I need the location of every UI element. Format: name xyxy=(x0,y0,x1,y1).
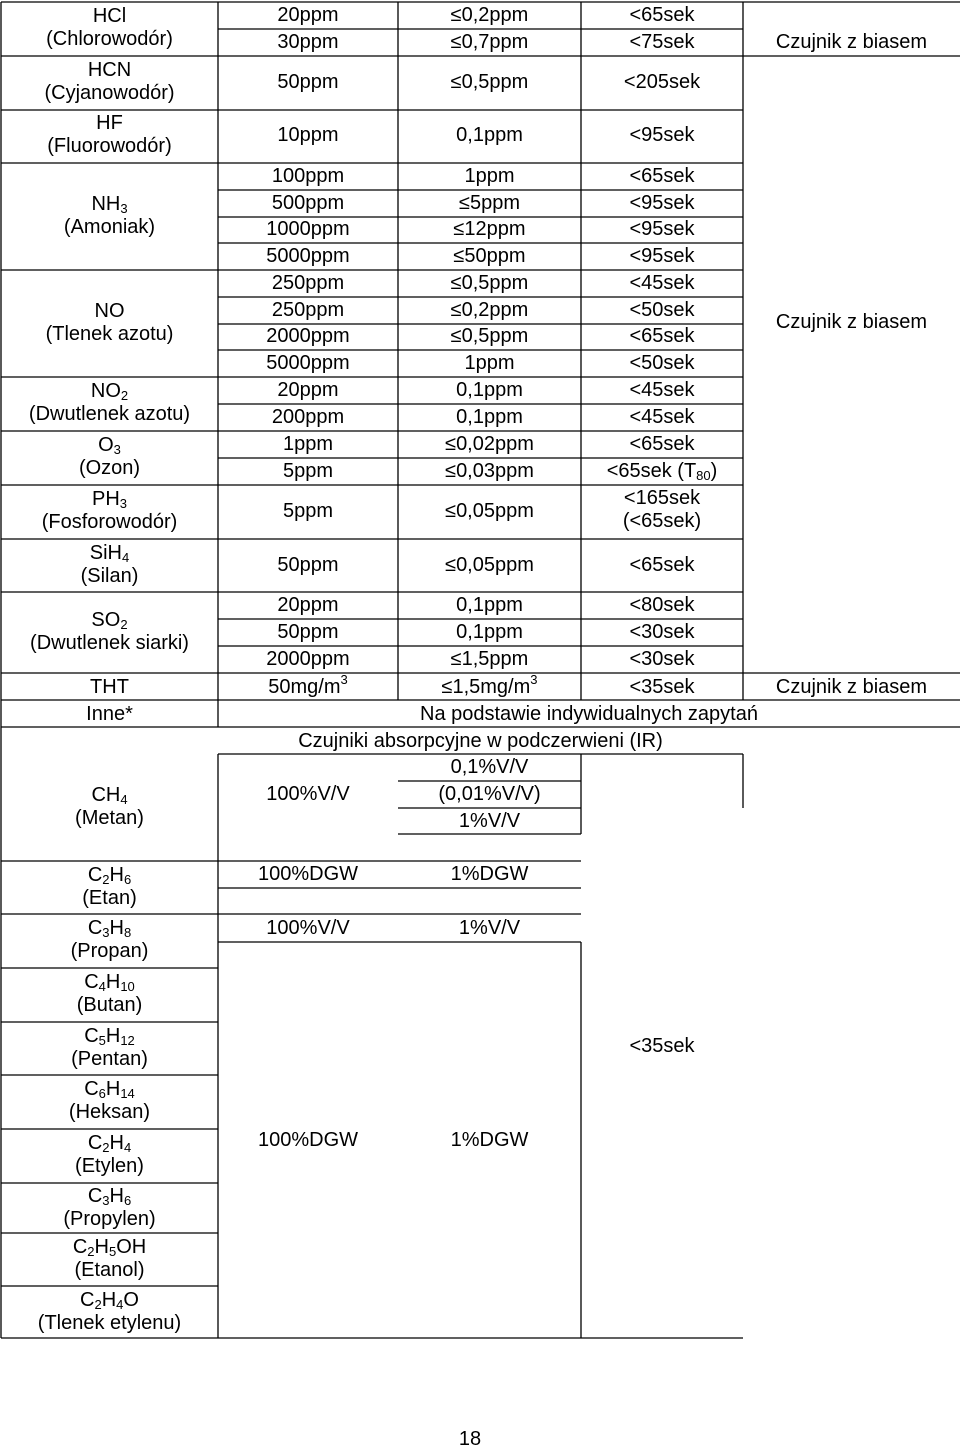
range-cell: 250ppm xyxy=(271,272,345,294)
resolution-cell: 1ppm xyxy=(464,352,515,374)
range-cell: 100%DGW xyxy=(257,1129,359,1151)
gas-c2h5oh: $C_2H_5OH$ (Etanol) xyxy=(72,1236,147,1281)
resolution-cell: 0,1%V/V xyxy=(450,756,529,778)
range-cell: 250ppm xyxy=(271,299,345,321)
response-time-cell: <80sek xyxy=(629,594,695,616)
other-note: Na podstawie indywidualnych zapytań xyxy=(420,703,758,725)
response-time-cell: <35sek xyxy=(629,676,695,698)
gas-sih4: SiH$_4$ (Silan) xyxy=(80,542,139,587)
range-cell: 2000ppm xyxy=(266,648,350,670)
gas-hcn: HCN (Cyjanowodór) xyxy=(44,59,175,104)
resolution-cell: 1%DGW xyxy=(450,863,529,885)
response-time-cell: <45sek xyxy=(629,272,695,294)
response-time-cell: <45sek xyxy=(629,379,695,401)
gas-c3h6: $C_3H_6$ (Propylen) xyxy=(63,1185,156,1230)
resolution-cell: ≤ $1,5mg/m^3$ xyxy=(398,676,581,699)
response-time-cell: <65sek xyxy=(629,554,695,576)
resolution-cell: ≤ 50ppm xyxy=(398,245,581,268)
range-cell: 100%DGW xyxy=(257,863,359,885)
resolution-cell: ≤ 0,2ppm xyxy=(398,299,581,322)
resolution-cell: 0,1ppm xyxy=(456,124,523,146)
gas-so2: $SO_2$ (Dwutlenek siarki) xyxy=(30,609,189,654)
resolution-cell: 1%V/V xyxy=(458,917,521,939)
sensor-note: Czujnik z biasem xyxy=(775,676,928,698)
resolution-cell: 0,1ppm xyxy=(456,594,523,616)
resolution-cell: ≤ 0,5ppm xyxy=(398,71,581,94)
range-cell: 20ppm xyxy=(277,4,339,26)
response-time-cell: <65sek xyxy=(629,433,695,455)
response-time-cell: <165sek (<65sek) xyxy=(622,487,702,532)
resolution-cell: 1%DGW xyxy=(450,1129,529,1151)
range-cell: 5ppm xyxy=(282,500,334,522)
range-cell: 5000ppm xyxy=(266,352,350,374)
range-cell: 2000ppm xyxy=(266,325,350,347)
gas-nh3: $NH_3$ (Amoniak) xyxy=(63,193,156,238)
range-cell: 1000ppm xyxy=(266,218,350,240)
resolution-cell: ≤ 0,7ppm xyxy=(398,31,581,54)
resolution-cell: ≤ 0,03ppm xyxy=(398,460,581,483)
gas-tht: THT xyxy=(90,676,129,698)
gas-c3h8: $C_3H_8$ (Propan) xyxy=(70,917,149,962)
resolution-cell: 0,1ppm xyxy=(456,621,523,643)
sensor-note: Czujnik z biasem xyxy=(775,311,928,333)
resolution-cell: ≤ 0,5ppm xyxy=(398,272,581,295)
range-cell: 30ppm xyxy=(277,31,339,53)
resolution-cell: ≤ 0,02ppm xyxy=(398,433,581,456)
resolution-cell: ≤ 5ppm xyxy=(398,192,581,215)
range-cell: 200ppm xyxy=(271,406,345,428)
gas-c2h4o: $C_2H_4O$ (Tlenek etylenu) xyxy=(37,1289,182,1334)
response-time-cell: <95sek xyxy=(629,124,695,146)
gas-other: Inne* xyxy=(86,703,133,725)
response-time-cell: <95sek xyxy=(629,245,695,267)
resolution-cell: ≤ 12ppm xyxy=(398,218,581,241)
resolution-cell: 1ppm xyxy=(464,165,515,187)
resolution-cell: 0,1ppm xyxy=(456,379,523,401)
gas-c2h4: $C_2H_4$ (Etylen) xyxy=(75,1132,144,1177)
range-cell: 50ppm xyxy=(277,554,339,576)
response-time-cell: <65sek xyxy=(629,4,695,26)
resolution-cell: ≤ 0,05ppm xyxy=(398,554,581,577)
range-cell: $50mg/m^3$ xyxy=(268,672,348,698)
response-time-cell: <65sek xyxy=(629,165,695,187)
range-cell: 100%V/V xyxy=(266,783,350,805)
gas-ph3: $PH_3$ (Fosforowodór) xyxy=(41,488,178,533)
response-time-cell: <75sek xyxy=(629,31,695,53)
gas-c6h14: $C_6H_{14}$ (Heksan) xyxy=(68,1078,151,1123)
response-time-cell: <50sek xyxy=(629,299,695,321)
gas-ch4: $CH_4$ (Metan) xyxy=(75,784,144,829)
gas-c5h12: $C_5H_{12}$ (Pentan) xyxy=(71,1025,148,1070)
response-time-cell: <35sek xyxy=(629,1035,695,1057)
response-time-cell: <95sek xyxy=(629,192,695,214)
range-cell: 500ppm xyxy=(271,192,345,214)
page-number: 18 xyxy=(458,1428,482,1450)
response-time-cell: <65sek xyxy=(629,325,695,347)
gas-no: NO (Tlenek azotu) xyxy=(45,300,174,345)
resolution-cell: 0,1ppm xyxy=(456,406,523,428)
response-time-cell: <30sek xyxy=(629,621,695,643)
gas-o3: $O_3$ (Ozon) xyxy=(78,434,141,479)
range-cell: 10ppm xyxy=(277,124,339,146)
range-cell: 5ppm xyxy=(282,460,334,482)
gas-c2h6: $C_2H_6$ (Etan) xyxy=(82,864,137,909)
range-cell: 1ppm xyxy=(282,433,334,455)
gas-hf: HF (Fluorowodór) xyxy=(47,112,172,157)
range-cell: 50ppm xyxy=(277,71,339,93)
range-cell: 100ppm xyxy=(271,165,345,187)
ir-section-header: Czujniki absorpcyjne w podczerwieni (IR) xyxy=(298,730,663,752)
response-time-cell: <50sek xyxy=(629,352,695,374)
range-cell: 100%V/V xyxy=(266,917,350,939)
resolution-cell: ≤ 1,5ppm xyxy=(398,648,581,671)
response-time-cell: <205sek xyxy=(623,71,701,93)
range-cell: 20ppm xyxy=(277,594,339,616)
range-cell: 20ppm xyxy=(277,379,339,401)
response-time-cell: <65sek $(T_{80})$ xyxy=(606,460,718,483)
resolution-cell: (0,01%V/V) xyxy=(438,783,541,805)
gas-no2: $NO_2$ (Dwutlenek azotu) xyxy=(28,380,191,425)
resolution-cell: ≤ 0,05ppm xyxy=(398,500,581,523)
gas-hcl: HCl (Chlorowodór) xyxy=(46,5,173,50)
sensor-note: Czujnik z biasem xyxy=(775,31,928,53)
resolution-cell: 1%V/V xyxy=(458,810,521,832)
range-cell: 50ppm xyxy=(277,621,339,643)
range-cell: 5000ppm xyxy=(266,245,350,267)
resolution-cell: ≤ 0,2ppm xyxy=(398,4,581,27)
gas-c4h10: $C_4H_{10}$ (Butan) xyxy=(76,971,143,1016)
response-time-cell: <95sek xyxy=(629,218,695,240)
response-time-cell: <45sek xyxy=(629,406,695,428)
response-time-cell: <30sek xyxy=(629,648,695,670)
resolution-cell: ≤ 0,5ppm xyxy=(398,325,581,348)
